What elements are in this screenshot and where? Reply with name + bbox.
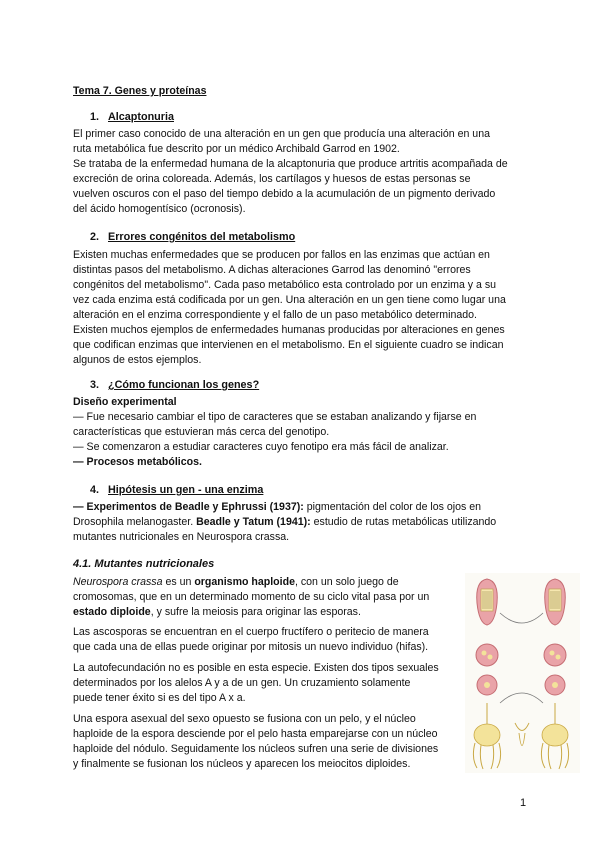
section-1-body: El primer caso conocido de una alteración en un gen que producía una alteración en una ruta metabólica fue descrito por un médico Archibald Garrod en 1902. Se trataba de la enfermedad humana de la alcaptonuria que produce artritis acompañada de excreción de orina coloreada. Además, los cartílagos y huesos de estas personas se vuelven oscuros con el paso del tiempo debido a la acumulación de un pigmento derivado del ácido homogentísico (ocronosis).: [73, 128, 508, 215]
section-1-heading: 1. Alcaptonuria: [90, 111, 174, 123]
subsection-4-1-heading: 4.1. Mutantes nutricionales: [73, 558, 215, 570]
page-number: 1: [520, 797, 527, 809]
perithecium-top-right: [545, 579, 566, 625]
section-2-heading: 2. Errores congénitos del metabolismo: [90, 231, 296, 243]
section-2-body: Existen muchas enfermedades que se producen por fallos en las enzimas que actúan en distintas pasos del metabolismo. A dichas alteraciones Garrod las denominó "errores congénitos del metabolismo". Cada paso metabólico esta controlado por un enzima y a su vez cada enzima está codificada por un gen. Una alteración en un gen tiene como lugar una alteración en el enzima correspondiente y el fallo de un paso metabólico determinado. Existen muchos ejemplos de enfermedades humanas producidas por alteraciones en genes que codifican enzimas que intervienen en el metabolismo. En el siguiente cuadro se indican algunos de estos ejemplos.: [73, 249, 506, 366]
section-4-heading: 4. Hipótesis un gen - una enzima: [90, 484, 264, 496]
section-3-body: Diseño experimental — Fue necesario cambiar el tipo de caracteres que se estaban analizando y fijarse en características que estuvieran más cerca del genotipo. — Se comenzaron a estudiar caracteres cuyo fenotipo era más fácil de analizar. — Procesos metabólicos.: [73, 395, 533, 470]
subsection-paragraph-1: Neurospora crassa es un organismo haploide, con un solo juego de cromosomas, que en un determinado momento de su ciclo vital pasa por un estado diploide, y sufre la meiosis para originar las esporas.: [73, 576, 430, 618]
subsection-paragraph-4: Una espora asexual del sexo opuesto se fusiona con un pelo, y el núcleo haploide de la espora desciende por el pelo hasta emparejarse con un núcleo haploide del nódulo. Seguidamente los núcleos sufren una serie de divisiones y finalmente se fusionan los núcleos y aparecen los meiocitos diploides.: [73, 713, 439, 770]
section-4-body: — Experimentos de Beadle y Ephrussi (1937): pigmentación del color de los ojos en Drosophila melanogaster. Beadle y Tatum (1941): estudio de rutas metabólicas utilizando mutantes nutricionales en Neurospora crassa.: [73, 501, 497, 543]
subsection-paragraph-3: La autofecundación no es posible en esta especie. Existen dos tipos sexuales determinados por los alelos A y a de un gen. Un cruzamiento solamente puede tener éxito si es del tipo A x a.: [73, 662, 439, 704]
design-label: Diseño experimental: [73, 396, 177, 408]
page-title: Tema 7. Genes y proteínas: [73, 85, 207, 97]
perithecium-top-left: [477, 579, 498, 625]
subsection-paragraph-2: Las ascosporas se encuentran en el cuerpo fructífero o peritecio de manera que cada una de ellas puede originar por mitosis un nuevo individuo (hifas).: [73, 626, 429, 653]
neurospora-life-cycle-figure: [465, 573, 580, 773]
section-3-heading: 3. ¿Cómo funcionan los genes?: [90, 379, 260, 391]
